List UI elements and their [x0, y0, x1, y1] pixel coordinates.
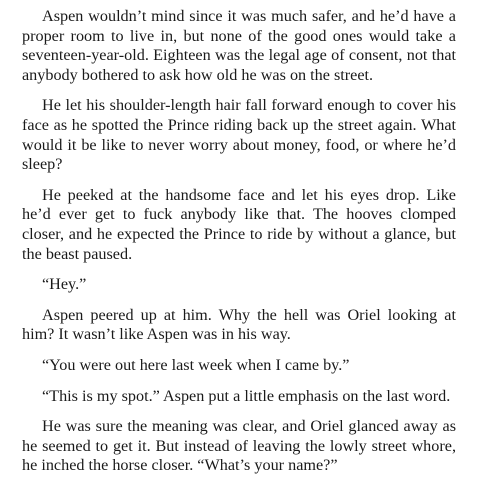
document-page — [22, 7, 456, 476]
paragraph-1: Aspen wouldn’t mind since it was much safer, and he’d have a proper room to live in, but none of the good ones would take a seventeen-year-old. Eighteen was the legal age of consent, not that anybody bothered to ask how old he was on the street. — [22, 7, 456, 84]
paragraph-3: He peeked at the handsome face and let his eyes drop. Like he’d ever get to fuck anybody like that. The hooves clomped closer, and he expected the Prince to ride by without a glance, but the beast paused. — [22, 185, 456, 263]
paragraph-8: He was sure the meaning was clear, and Oriel glanced away as he seemed to get it. But instead of leaving the lowly street whore, he inched the horse closer. “What’s your name?” — [22, 417, 456, 475]
paragraph-2: He let his shoulder-length hair fall forward enough to cover his face as he spotted the Prince riding back up the street again. What would it be like to never worry about money, food, or where he’d sleep? — [22, 96, 456, 174]
paragraph-6: “You were out here last week when I came by.” — [42, 355, 350, 374]
paragraph-7: “This is my spot.” Aspen put a little emphasis on the last word. — [42, 386, 451, 405]
paragraph-4: “Hey.” — [42, 275, 87, 294]
paragraph-5: Aspen peered up at him. Why the hell was Oriel looking at him? It wasn’t like Aspen was in his way. — [22, 305, 456, 344]
